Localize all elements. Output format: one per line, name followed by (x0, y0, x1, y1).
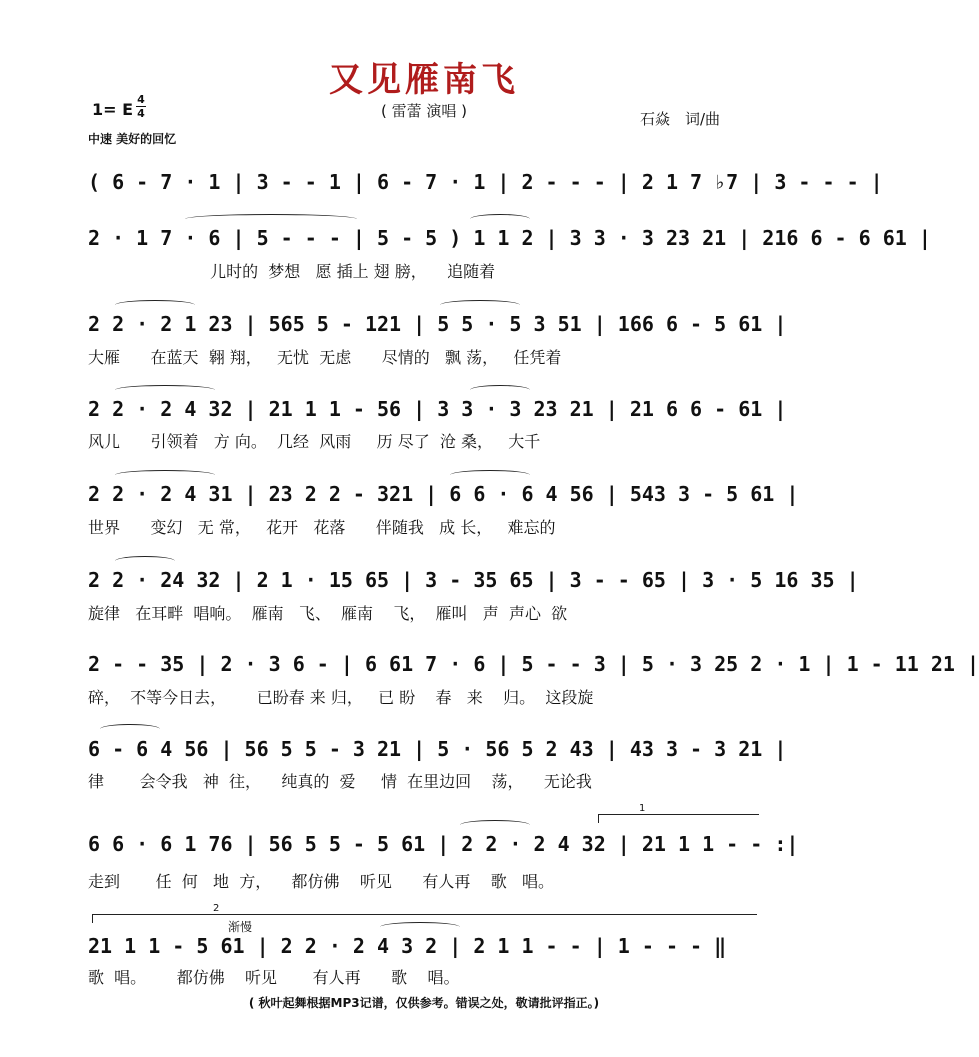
lyrics-row-7: 碎， 不等今日去， 已盼春 来 归， 已 盼 春 来 归。 这段旋 (88, 688, 594, 707)
song-title: 又见雁南飞 (329, 60, 519, 100)
notation-row-4: 2 2 · 2 4 32 | 21 1 1 - 56 | 3 3 · 3 23 21 | 21 6 6 - 61 | (88, 397, 787, 421)
time-signature (136, 94, 146, 119)
tempo-marking: 中速 美好的回忆 (88, 132, 177, 146)
notation-row-1: ( 6 - 7 · 1 | 3 - - 1 | 6 - 7 · 1 | 2 - - - | 2 1 7 ♭7 | 3 - - - | (88, 170, 883, 194)
lyrics-row-2: 儿时的 梦想 愿 插上 翅 膀， 追随着 (88, 262, 496, 281)
slur (185, 214, 357, 224)
lyrics-row-8: 律 会令我 神 往， 纯真的 爱 情 在里边回 荡， 无论我 (88, 772, 592, 791)
footer-note: ( 秋叶起舞根据MP3记谱，仅供参考。错误之处，敬请批评指正。) (248, 996, 600, 1010)
slur (470, 214, 530, 224)
slur (115, 556, 175, 566)
slur (115, 470, 215, 480)
second-ending-number: 2 (213, 903, 220, 914)
key-signature: 1= E (92, 100, 134, 119)
notation-row-10: 21 1 1 - 5 61 | 2 2 · 2 4 3 2 | 2 1 1 - - | 1 - - - ‖ (88, 934, 727, 958)
lyrics-row-5: 世界 变幻 无 常， 花开 花落 伴随我 成 长， 难忘的 (88, 518, 556, 537)
first-ending-bracket (598, 803, 759, 823)
notation-row-8: 6 - 6 4 56 | 56 5 5 - 3 21 | 5 · 56 5 2 43 | 43 3 - 3 21 | (88, 737, 787, 761)
notation-row-3: 2 2 · 2 1 23 | 565 5 - 121 | 5 5 · 5 3 51 | 166 6 - 5 61 | (88, 312, 787, 336)
notation-row-2: 2 · 1 7 · 6 | 5 - - - | 5 - 5 ) 1 1 2 | 3 3 · 3 23 21 | 216 6 - 6 61 | (88, 226, 931, 250)
notation-row-5: 2 2 · 2 4 31 | 23 2 2 - 321 | 6 6 · 6 4 56 | 543 3 - 5 61 | (88, 482, 799, 506)
time-top: 4 (137, 93, 145, 106)
notation-row-7: 2 - - 35 | 2 · 3 6 - | 6 61 7 · 6 | 5 - - 3 | 5 · 3 25 2 · 1 | 1 - 11 21 | (88, 652, 979, 676)
ritardando-marking: 渐慢 (228, 920, 253, 934)
slur (115, 300, 195, 310)
lyrics-row-4: 风儿 引领着 方 向。 几经 风雨 历 尽了 沧 桑， 大千 (88, 432, 541, 451)
lyrics-row-10: 歌 唱。 都仿佛 听见 有人再 歌 唱。 (88, 968, 460, 987)
author-credit: 石焱 词/曲 (640, 110, 721, 128)
time-bottom: 4 (137, 107, 145, 120)
slur (380, 922, 460, 932)
singer-credit: ( 雷蕾 演唱 ) (380, 102, 467, 120)
slur (440, 300, 520, 310)
notation-row-9: 6 6 · 6 1 76 | 56 5 5 - 5 61 | 2 2 · 2 4 32 | 21 1 1 - - :| (88, 832, 799, 856)
lyrics-row-6: 旋律 在耳畔 唱响。 雁南 飞、 雁南 飞， 雁叫 声 声心 欲 (88, 604, 568, 623)
notation-row-6: 2 2 · 24 32 | 2 1 · 15 65 | 3 - 35 65 | 3 - - 65 | 3 · 5 16 35 | (88, 568, 859, 592)
slur (460, 820, 530, 830)
lyrics-row-9: 走到 任 何 地 方， 都仿佛 听见 有人再 歌 唱。 (88, 872, 555, 891)
slur (115, 385, 215, 395)
first-ending-number: 1 (639, 803, 646, 814)
slur (450, 470, 530, 480)
slur (470, 385, 530, 395)
slur (100, 724, 160, 734)
lyrics-row-3: 大雁 在蓝天 翱 翔， 无忧 无虑 尽情的 飘 荡， 任凭着 (88, 348, 562, 367)
